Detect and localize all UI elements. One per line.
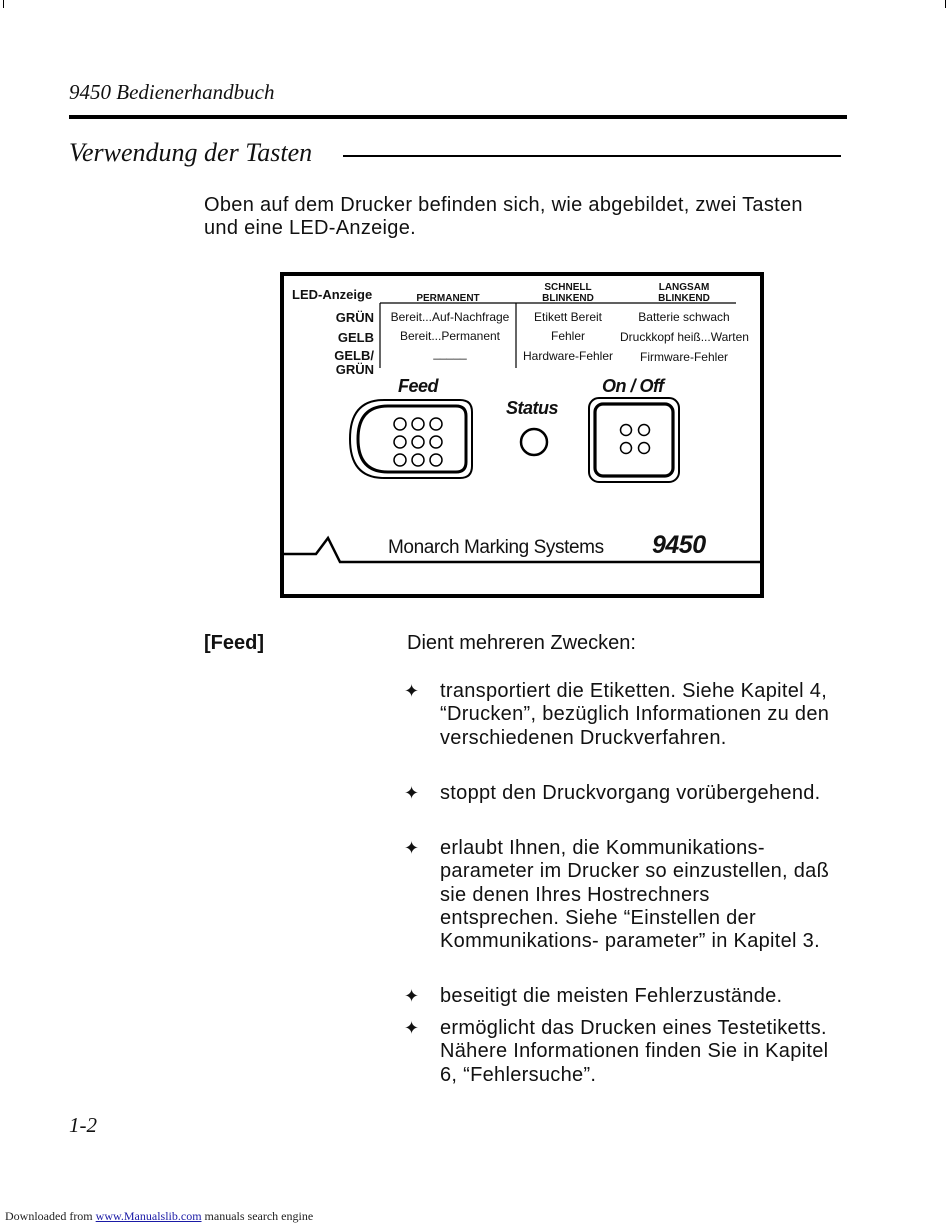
onoff-button-label: On / Off xyxy=(602,376,664,396)
bullet-icon: ✦ xyxy=(404,783,420,804)
download-footer xyxy=(5,1209,313,1224)
intro-paragraph: Oben auf dem Drucker befinden sich, wie abgebildet, zwei Tasten und eine LED-Anzeige. xyxy=(204,194,803,239)
cell-green-slow: Batterie schwach xyxy=(638,310,730,324)
bullet-icon: ✦ xyxy=(404,1018,420,1039)
button-dot xyxy=(412,418,424,430)
list-item xyxy=(404,680,834,750)
running-head: 9450 Bedienerhandbuch xyxy=(69,80,275,104)
bullet-text: stoppt den Druckvorgang vorübergehend. xyxy=(440,782,821,804)
list-item xyxy=(404,1017,834,1087)
cell-green-fast: Etikett Bereit xyxy=(533,310,603,324)
cell-yellowgreen-slow: Firmware-Fehler xyxy=(639,350,728,364)
button-dot xyxy=(430,418,442,430)
button-dot xyxy=(621,425,632,436)
row-label-green: GRÜN xyxy=(335,310,374,325)
column-header-fast-1: SCHNELL xyxy=(544,282,592,293)
button-dot xyxy=(394,454,406,466)
model-number: 9450 xyxy=(652,531,706,559)
led-indicator-label: LED-Anzeige xyxy=(292,287,373,302)
list-item xyxy=(404,985,834,1008)
button-dot xyxy=(412,436,424,448)
cell-yellow-permanent: Bereit...Permanent xyxy=(399,329,501,343)
brand-name: Monarch Marking Systems xyxy=(388,537,604,558)
button-dot xyxy=(394,436,406,448)
footer-prefix: Downloaded from xyxy=(5,1209,93,1223)
onoff-button-dots xyxy=(621,425,650,454)
list-item xyxy=(404,837,834,953)
button-dot xyxy=(412,454,424,466)
manualslib-link[interactable]: www.Manualslib.com xyxy=(95,1209,202,1223)
row-label-yellow-green-1: GELB/ xyxy=(334,348,374,363)
cell-yellow-slow: Druckkopf heiß...Warten xyxy=(620,330,749,344)
column-header-permanent: PERMANENT xyxy=(416,293,480,304)
button-dot xyxy=(639,443,650,454)
crop-mark-left xyxy=(3,0,4,8)
button-dot xyxy=(430,436,442,448)
bullet-text: erlaubt Ihnen, die Kommunikations-parameter im Drucker so einzustellen, daß sie denen Ihres Hostrechners entsprechen. Siehe “Einstellen der Kommunikations- parameter” in Kapitel 3. xyxy=(440,837,830,953)
column-header-fast-2: BLINKEND xyxy=(542,293,594,304)
cell-green-permanent: Bereit...Auf-Nachfrage xyxy=(390,310,510,324)
feed-button-dots xyxy=(394,418,442,466)
status-label: Status xyxy=(506,398,559,418)
crop-mark-right xyxy=(945,0,946,8)
section-title: Verwendung der Tasten xyxy=(69,138,313,167)
bullet-icon: ✦ xyxy=(404,681,420,702)
button-dot xyxy=(621,443,632,454)
section-title-rule xyxy=(343,155,841,157)
feed-term: [Feed] xyxy=(204,632,264,654)
feed-lead-text: Dient mehreren Zwecken: xyxy=(407,632,636,654)
bullet-text: beseitigt die meisten Fehlerzustände. xyxy=(440,985,783,1007)
column-header-slow-1: LANGSAM xyxy=(658,282,710,293)
list-item xyxy=(404,782,834,805)
cell-yellowgreen-permanent: _____ xyxy=(433,346,467,360)
page-number: 1-2 xyxy=(69,1113,97,1137)
button-dot xyxy=(639,425,650,436)
column-header-slow-2: BLINKEND xyxy=(658,293,710,304)
button-dot xyxy=(430,454,442,466)
bullet-icon: ✦ xyxy=(404,986,420,1007)
bullet-text: transportiert die Etiketten. Siehe Kapitel 4, “Drucken”, bezüglich Informationen zu den verschiedenen Druckverfahren. xyxy=(440,680,830,749)
bullet-text: ermöglicht das Drucken eines Testetiketts. Nähere Informationen finden Sie in Kapitel 6, “Fehlersuche”. xyxy=(440,1017,829,1086)
header-rule xyxy=(69,115,847,119)
cell-yellow-fast: Fehler xyxy=(550,329,585,343)
row-label-yellow-green-2: GRÜN xyxy=(335,362,374,377)
cell-yellowgreen-fast: Hardware-Fehler xyxy=(522,349,614,363)
control-panel-figure xyxy=(280,272,764,598)
feed-button-label: Feed xyxy=(398,376,439,396)
bullet-icon: ✦ xyxy=(404,838,420,859)
footer-suffix: manuals search engine xyxy=(204,1209,314,1223)
button-dot xyxy=(394,418,406,430)
row-label-yellow: GELB xyxy=(337,330,374,345)
